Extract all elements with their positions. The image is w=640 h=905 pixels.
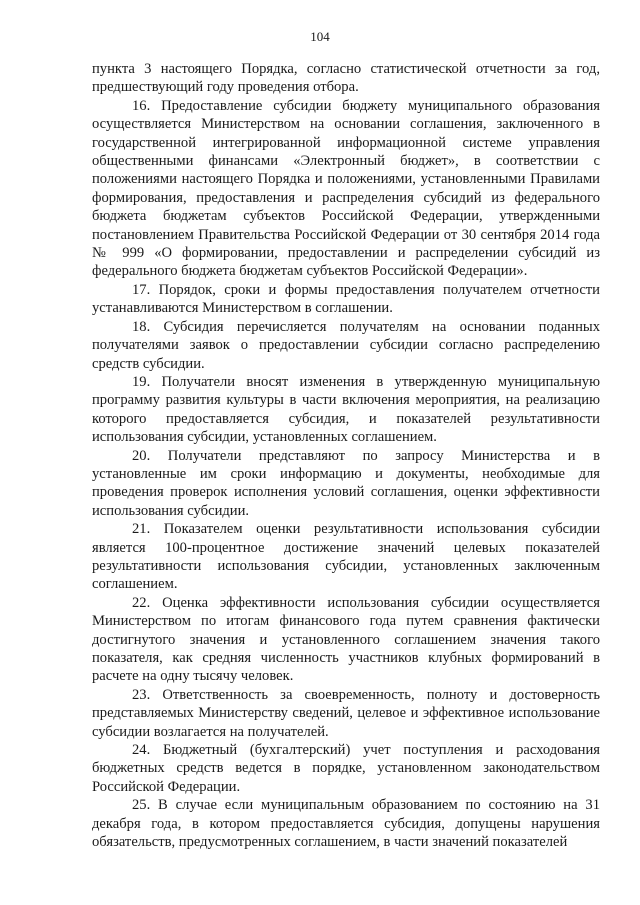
paragraph-22: 22. Оценка эффективности использования субсидии осуществляется Министерством по итогам финансового года путем сравнения фактически достигнутого значения и установленного соглашением значения такого показателя, как средняя численность участников клубных формирований в расчете на одну тысячу человек. <box>92 594 600 685</box>
paragraph-19: 19. Получатели вносят изменения в утвержденную муниципальную программу развития культуры в части включения мероприятия, на реализацию которого предоставляется субсидия, и показателей результативности использования субсидии, установленных соглашением. <box>92 373 600 446</box>
paragraph-25: 25. В случае если муниципальным образованием по состоянию на 31 декабря года, в котором предоставляется субсидия, допущены нарушения обязательств, предусмотренных соглашением, в части значений показателей <box>92 797 600 851</box>
paragraph-continuation: пункта 3 настоящего Порядка, согласно статистической отчетности за год, предшествующий году проведения отбора. <box>92 61 600 96</box>
paragraph-23: 23. Ответственность за своевременность, полноту и достоверность представляемых Министерству сведений, целевое и эффективное использование субсидии возлагается на получателей. <box>92 686 600 740</box>
page-number: 104 <box>310 29 330 44</box>
paragraph-20: 20. Получатели представляют по запросу Министерства и в установленные им сроки информацию и документы, необходимые для проведения проверок исполнения условий соглашения, оценки эффективности использования субсидии. <box>92 447 600 519</box>
paragraph-18: 18. Субсидия перечисляется получателям на основании поданных получателями заявок о предоставлении субсидии согласно распределению средств субсидии. <box>92 318 600 372</box>
paragraph-16: 16. Предоставление субсидии бюджету муниципального образования осуществляется Министерством на основании соглашения, заключенного в государственной интегрированной информационной системе управления общественными финансами «Электронный бюджет», в соответствии с положениями настоящего Порядка и положениями, установленными Правилами формирования, предоставления и распределения субсидий из федерального бюджета бюджетам субъектов Российской Федерации, утвержденными постановлением Правительства Российской Федерации от 30 сентября 2014 года № 999 «О формировании, предоставлении и распределении субсидий из федерального бюджета бюджетам субъектов Российской Федерации». <box>92 97 600 280</box>
paragraph-24: 24. Бюджетный (бухгалтерский) учет поступления и расходования бюджетных средств ведется в порядке, установленном законодательством Российской Федерации. <box>92 742 600 795</box>
paragraph-21: 21. Показателем оценки результативности использования субсидии является 100-процентное достижение значений целевых показателей результативности использования субсидии, установленных заключенным соглашением. <box>92 521 600 593</box>
document-body <box>92 60 600 851</box>
paragraph-17: 17. Порядок, сроки и формы предоставления получателем отчетности устанавливаются Министерством в соглашении. <box>92 281 600 317</box>
